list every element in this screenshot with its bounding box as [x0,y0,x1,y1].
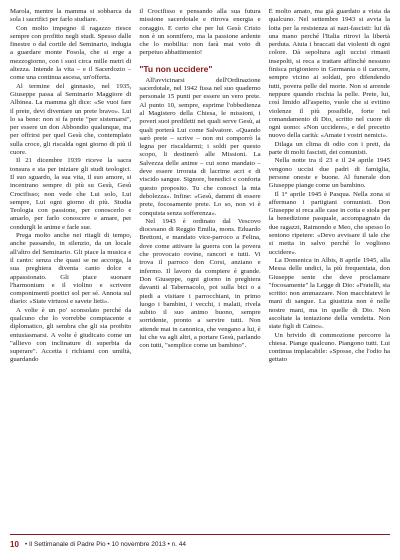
body-paragraph: Prega molto anche nei ritagli di tempo, anche passando, in silenzio, da un locale all'altro del Seminario. Gli piace la musica e il canto: senza che quasi se ne accorga, la sua preghiera diventa canto dolce e appassionato. Gli piace suonare l'harmonium e il violino e scrivere componimenti poetici sol per sé. Annota sul diario: «Siate virtuosi e savete lieti». [10,232,132,306]
body-paragraph: È molto amato, ma già guardato a vista da qualcuno. Nel settembre 1943 si avvia la lotta per la resistenza ai nazi-fascisti: lui dà una mano perché l'Italia ritrovi la libertà perduta. Aiuta i braccati dai violenti di ogni colore. Dà sepoltura agli uccisi rimasti insepolti, si reca a trattare affinché nessuno finisca prigioniero in Germania o il carcere, sempre vicino ai soldati, pro difendendo tutti, povera pelle del morte. Non si arrende neppure quando rischia la pelle. Prete, lui, così limido all'aspetto, vuole che si evitino violenze il più possibile, forte nel comandamento di Dio, scritto nel cuore di ogni uomo: «Non uccidere», e del precetto nuovo della carità: «Amate i vostri nemici». [268,8,390,140]
body-paragraph: il Crocifisso e pensando alla sua futura missione sacerdotale e ritrova energia e coraggio. E certo che per lui Gesù Cristo non è un sonnifero, ma la passione ardente che lo mobilita: non farà mai voto di perpetuo abbattimento! [139,8,261,57]
body-paragraph: Nel 1943 è ordinato dal Vescovo diocesano di Reggio Emilia, mons. Eduardo Brettoni, e mandato vice-parroco a Felina, dove come attivare la guerra con la povera che provocato rovine, rancori e tutti. Vi trova il parroco don Corsi, anziano e infermo. Il lavoro da compiere è grande. Don Giuseppe, ogni giorno in preghiera davanti al Tabernacolo, poi sulla bici o a piedi a visitare i parrocchiani, in primo luogo i bambini, i vecchi, i malati, rivela subito il suo animo buono, sempre sorridente, pronto a servire tutti. Non attende mai in canonica, che vengano a lui, è lui che va agli altri, a portare Gesù, parlando con tutti, "semplice come un bambino". [139,217,261,350]
page-footer [10,534,390,550]
body-paragraph: A volte è un po' sconsolato perché da qualcuno che lo vorrebbe compiacente e diplomatico, gli sembra che gli sia proibito entusiasmarsi. A volte è giudicato come un "allievo con inclinature di superbia da superare". Accetta i richiami con umiltà, guardando [10,306,132,364]
section-heading: "Tu non uccidere" [139,63,213,74]
body-paragraph: Dilaga un clima di odio con i preti, da parte di molti fascisti, dei comunisti. [268,140,390,157]
article-columns [10,8,390,538]
column-1 [10,8,131,538]
body-paragraph: All'avvicinarsi dell'Ordinazione sacerdotale, nel 1942 fissa nel suo quaderno personale 15 punti per essere un vero prete. Al punto 10, sempre, esprime l'obbedienza al Magistero della Chiesa, le missioni, i poveri suoi prediletti nei quali serve Gesù, ai quali porterà Lui come Salvatore. «Quando sarò prete – scrive – non mi comporrò la legna per riscaldarmi; i soldi per questo scopo, li destinerò alle Missioni. La Salvezza delle anime – cui sono mandato – deve essere irrorata di lacrime acri e di viscido sangue. Signore, benedici e conforta questo proposito. Tu che conosci la mia debolezza». Infine: «Gesù, dammi di essere prete, focosamente prete. Lo so, non vi è conquista senza sofferenza». [139,76,261,217]
page-number: 10 [10,539,19,549]
publication-info: • Il Settimanale di Padre Pio • 10 novembre 2013 • n. 44 [24,540,187,548]
body-paragraph: La Domenica in Albis, 8 aprile 1945, alla Messa delle undici, la più frequentata, don Giuseppe sente che deve proclamare "focosamente" la Legge di Dio: «Fratelli, sta scritto: non ammazzare. Non macchiatevi le mani di sangue. La giustizia non è nelle nostre mani, ma in quelle di Dio. Non ascoltate la tentazione della vendetta. Non siate figli di Caino». [268,256,390,331]
column-3 [269,8,390,538]
article-page [10,8,390,538]
body-paragraph: Il 21 dicembre 1939 riceve la sacra tonsura e sta per iniziare gli studi teologici. Il suo sguardo, la sua vita, il suo amore, si incentrano sempre di più su Gesù, Gesù Crocifisso; non vede che Lui solo, Lui sempre, Lui ogni giorno di più. Studia Teologia con passione, per conoscerlo e amarlo, per farlo conoscere e amare, per condurgli le anime e farle sue. [10,157,132,231]
body-paragraph: Al termine del ginnasio, nel 1935, Giuseppe passa al Seminario Maggiore di Albinea. La mamma gli dice: «Se vuoi fare il prete, devi diventare un prete bravo». Lui lo sa bene: non si fa prete "per sistemarsi", per essere un don Abbondio qualunque, ma per offrirsi per quel Gesù che, contemplato sulla croce, gli riscalda ogni giorno di più il cuore. [10,82,132,157]
body-paragraph: Con molto impegno il ragazzo riesce sempre con profitto negli studi. Spesso dalle finestre o dal cortile del Seminario, indugia a guardare monte Fosola, che si erge a mezzogiorno, con i suoi circa mille metri di altezza. Intende la vita – e il Sacerdozio – come una continua ascesa, un'offerta. [10,24,132,82]
body-paragraph: Un brivido di commozione percorre la chiesa. Piange qualcuno. Piangono tutti. Lui continua implacabile: «Sposse, che l'odio ha gettato [268,331,390,364]
body-paragraph: Nella notte tra il 23 e il 24 aprile 1945 vengono uccisi due padri di famiglia, persone oneste e buone. Al funerale don Giuseppe piange come un bambino. [268,157,390,190]
body-paragraph: Marola, mentre la mamma si sobbarca da sola i sacrifici per farlo studiare. [10,8,132,24]
body-paragraph: Il 1° aprile 1945 è Pasqua. Nella zona si affermano i partigiani comunisti. Don Giuseppe si reca alle case in cotta e stola per la benedizione pasquale, accompagnato da due ragazzi, Raimondo e Meo, che spesso lo sentono ripetere: «Devo avvisare il tale che si metta in salvo perché lo vogliono uccidere». [268,190,390,256]
column-2 [139,8,260,538]
